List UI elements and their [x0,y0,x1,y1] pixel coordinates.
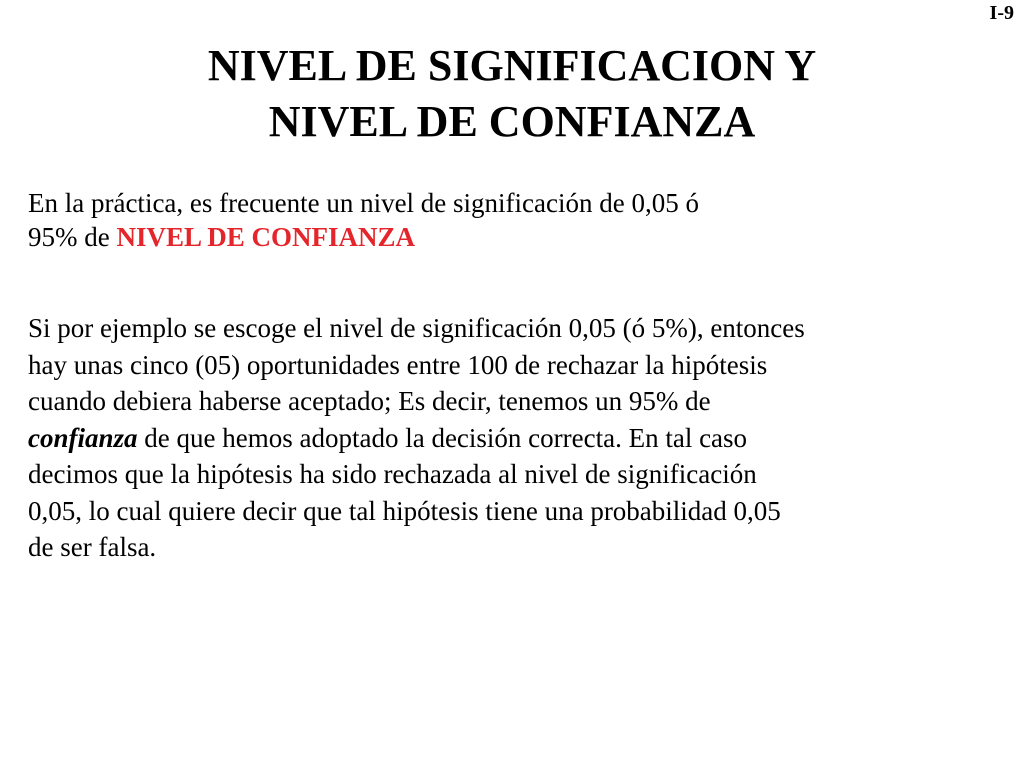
intro-paragraph [28,186,1008,254]
intro-line-1: En la práctica, es frecuente un nivel de significación de 0,05 ó [28,188,699,218]
title-line-1: NIVEL DE SIGNIFICACION Y [207,41,817,90]
example-line-7: de ser falsa. [28,532,157,562]
example-line-5: decimos que la hipótesis ha sido rechazada al nivel de significación [28,459,757,489]
intro-line-2 [28,220,1008,254]
confianza-emphasis: confianza [28,422,138,453]
page-title [0,38,1024,150]
intro-line-2-prefix: 95% de [28,222,117,252]
example-line-4 [28,420,1018,457]
example-line-4-rest: de que hemos adoptado la decisión correcta. En tal caso [137,422,748,453]
example-line-2: hay unas cinco (05) oportunidades entre 100 de rechazar la hipótesis [28,349,768,380]
slide-number: I-9 [989,2,1014,24]
confidence-level-highlight: NIVEL DE CONFIANZA [116,222,416,252]
example-line-6: 0,05, lo cual quiere decir que tal hipótesis tiene una probabilidad 0,05 [28,495,781,526]
example-paragraph [28,310,1018,566]
example-line-3: cuando debiera haberse aceptado; Es decir, tenemos un 95% de [28,386,711,416]
title-line-2: NIVEL DE CONFIANZA [268,97,756,146]
example-line-1: Si por ejemplo se escoge el nivel de significación 0,05 (ó 5%), entonces [28,313,805,343]
